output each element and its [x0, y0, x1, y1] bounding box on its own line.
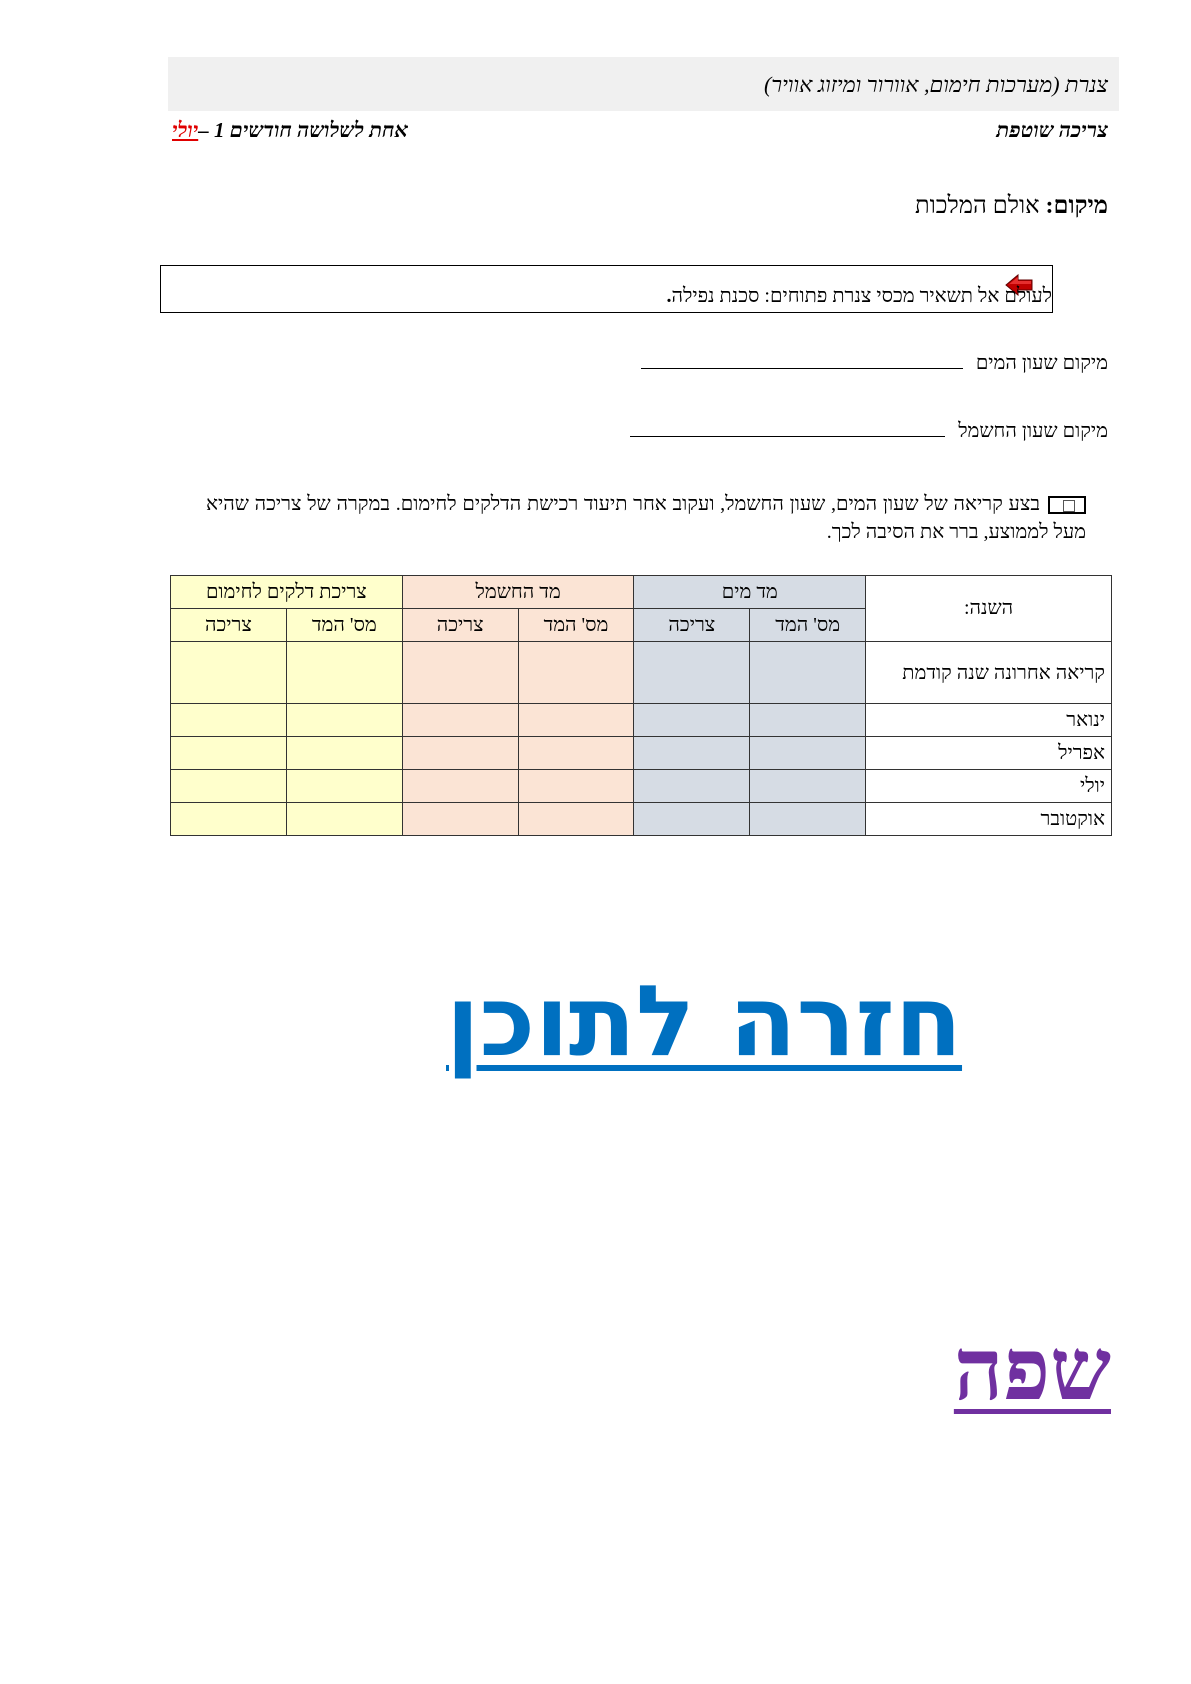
fuel-consumption-header: צריכה: [171, 609, 287, 642]
table-cell[interactable]: [750, 704, 866, 737]
back-to-contents-link[interactable]: חזרה לתוכן: [446, 965, 963, 1079]
fuel-meter-number-header: מס' המד: [286, 609, 402, 642]
section-label: צריכה שוטפת: [996, 118, 1108, 142]
language-link[interactable]: שפה: [953, 1322, 1111, 1418]
row-label-last-reading: קריאה אחרונה שנה קודמת: [866, 642, 1112, 704]
frequency-text: אחת לשלושה חודשים 1 –: [198, 118, 408, 142]
table-cell[interactable]: [286, 803, 402, 836]
year-header: השנה:: [866, 576, 1112, 642]
location-label: מיקום:: [1045, 193, 1108, 219]
heating-fuel-group-header: צריכת דלקים לחימום: [171, 576, 403, 609]
table-row: [171, 770, 1112, 803]
table-cell[interactable]: [518, 770, 634, 803]
table-cell[interactable]: [402, 803, 518, 836]
table-cell[interactable]: [402, 737, 518, 770]
instruction-paragraph: [206, 490, 1086, 546]
electric-meter-group-header: מד החשמל: [402, 576, 634, 609]
water-meter-number-header: מס' המד: [750, 609, 866, 642]
table-cell[interactable]: [286, 770, 402, 803]
table-cell[interactable]: [286, 642, 402, 704]
water-meter-group-header: מד מים: [634, 576, 866, 609]
table-cell[interactable]: [402, 770, 518, 803]
row-label-october: אוקטובר: [866, 803, 1112, 836]
row-label-april: אפריל: [866, 737, 1112, 770]
table-cell[interactable]: [286, 704, 402, 737]
page-title: צנרת (מערכות חימום, אוורור ומיזוג אוויר): [763, 72, 1108, 97]
meter-readings-table: [170, 575, 1112, 836]
table-cell[interactable]: [518, 642, 634, 704]
table-row: [171, 803, 1112, 836]
electric-meter-number-header: מס' המד: [518, 609, 634, 642]
table-cell[interactable]: [286, 737, 402, 770]
instruction-checkbox[interactable]: [1048, 496, 1086, 514]
frequency-month: יולי: [172, 118, 199, 142]
electric-consumption-header: צריכה: [402, 609, 518, 642]
table-row: [171, 704, 1112, 737]
location-value: אולם המלכות: [915, 193, 1040, 219]
table-cell[interactable]: [402, 704, 518, 737]
table-cell[interactable]: [518, 704, 634, 737]
table-cell[interactable]: [750, 803, 866, 836]
electric-meter-location-label: מיקום שעון החשמל: [958, 420, 1108, 442]
table-cell[interactable]: [750, 737, 866, 770]
table-cell[interactable]: [750, 770, 866, 803]
electric-meter-location-field: [630, 418, 1108, 443]
table-cell[interactable]: [171, 642, 287, 704]
warning-period: .: [666, 285, 672, 307]
table-cell[interactable]: [634, 737, 750, 770]
water-meter-location-label: מיקום שעון המים: [975, 352, 1108, 374]
table-row: [171, 642, 1112, 704]
instruction-text: בצע קריאה של שעון המים, שעון החשמל, ועקוב אחר תיעוד רכישת הדלקים לחימום. במקרה של צריכה שהיא מעל לממוצע, ברר את הסיבה לכך.: [206, 493, 1086, 543]
row-label-january: ינואר: [866, 704, 1112, 737]
frequency-label: [172, 118, 408, 143]
water-meter-location-blank[interactable]: [641, 350, 963, 369]
water-meter-location-field: [641, 350, 1108, 375]
table-cell[interactable]: [634, 770, 750, 803]
electric-meter-location-blank[interactable]: [630, 418, 945, 437]
location-line: [915, 193, 1108, 220]
row-label-july: יולי: [866, 770, 1112, 803]
table-cell[interactable]: [634, 642, 750, 704]
table-cell[interactable]: [171, 704, 287, 737]
table-cell[interactable]: [171, 737, 287, 770]
water-consumption-header: צריכה: [634, 609, 750, 642]
table-cell[interactable]: [518, 737, 634, 770]
checkbox-inner-square: [1063, 500, 1075, 512]
table-cell[interactable]: [171, 803, 287, 836]
table-cell[interactable]: [402, 642, 518, 704]
warning-text: [666, 285, 1052, 308]
warning-message: לעולם אל תשאיר מכסי צנרת פתוחים: סכנת נפילה: [671, 285, 1052, 307]
table-row: [171, 737, 1112, 770]
table-group-header-row: [171, 576, 1112, 609]
table-cell[interactable]: [634, 704, 750, 737]
table-cell[interactable]: [634, 803, 750, 836]
table-cell[interactable]: [518, 803, 634, 836]
table-cell[interactable]: [750, 642, 866, 704]
table-cell[interactable]: [171, 770, 287, 803]
